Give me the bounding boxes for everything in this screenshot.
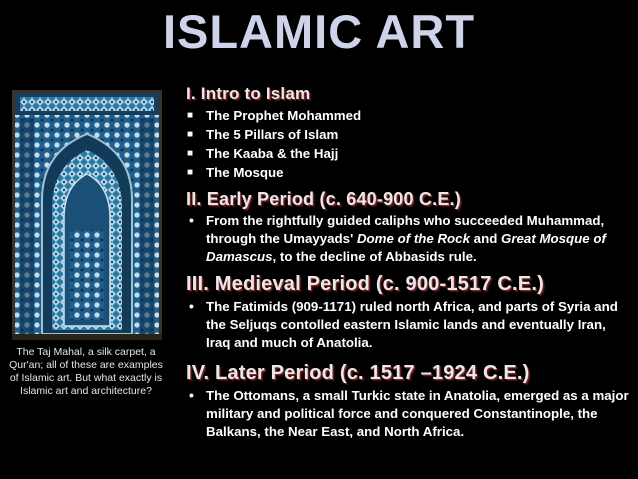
section-heading-medieval: III. Medieval Period (c. 900-1517 C.E.): [186, 273, 544, 295]
square-bullet-icon: ■: [187, 110, 194, 121]
medieval-bullet-list: [186, 298, 631, 352]
outline-content: [186, 84, 631, 441]
dot-bullet-icon: •: [189, 298, 194, 314]
early-bullet-list: [186, 212, 631, 266]
section-heading-early: II. Early Period (c. 640-900 C.E.): [186, 189, 461, 209]
list-item: ■ The 5 Pillars of Islam: [187, 127, 339, 142]
slide-title: ISLAMIC ART: [162, 5, 476, 58]
image-caption: The Taj Mahal, a silk carpet, a Qur'an; all of these are examples of Islamic art. But what exactly is Islamic art and architecture?: [9, 346, 163, 397]
section-heading-later: IV. Later Period (c. 1517 –1924 C.E.): [186, 362, 530, 384]
later-bullet-list: [186, 387, 631, 441]
dot-bullet-icon: •: [189, 212, 194, 228]
section-heading-intro: I. Intro to Islam: [186, 84, 311, 103]
list-item: • The Fatimids (909-1171) ruled north Africa, and parts of Syria and the Seljuqs contolled eastern Islamic lands and eventually Iran, Iraq and much of Anatolia.: [189, 298, 618, 350]
list-item: • The Ottomans, a small Turkic state in Anatolia, emerged as a major military and political force and conquered Constantinople, the Balkans, the Near East, and North Africa.: [189, 387, 629, 439]
square-bullet-icon: ■: [187, 148, 194, 159]
intro-bullet-list: [186, 106, 631, 182]
square-bullet-icon: ■: [187, 167, 194, 178]
list-item: • From the rightfully guided caliphs who succeeded Muhammad, through the Umayyads' Dome of the Rock and Great Mosque of Damascus, to the decline of Abbasids rule.: [189, 212, 606, 264]
dot-bullet-icon: •: [189, 387, 194, 403]
list-item: ■ The Kaaba & the Hajj: [187, 146, 339, 161]
mihrab-tile-image: [12, 90, 162, 340]
list-item: ■ The Prophet Mohammed: [187, 108, 362, 123]
square-bullet-icon: ■: [187, 129, 194, 140]
list-item: ■ The Mosque: [187, 165, 284, 180]
